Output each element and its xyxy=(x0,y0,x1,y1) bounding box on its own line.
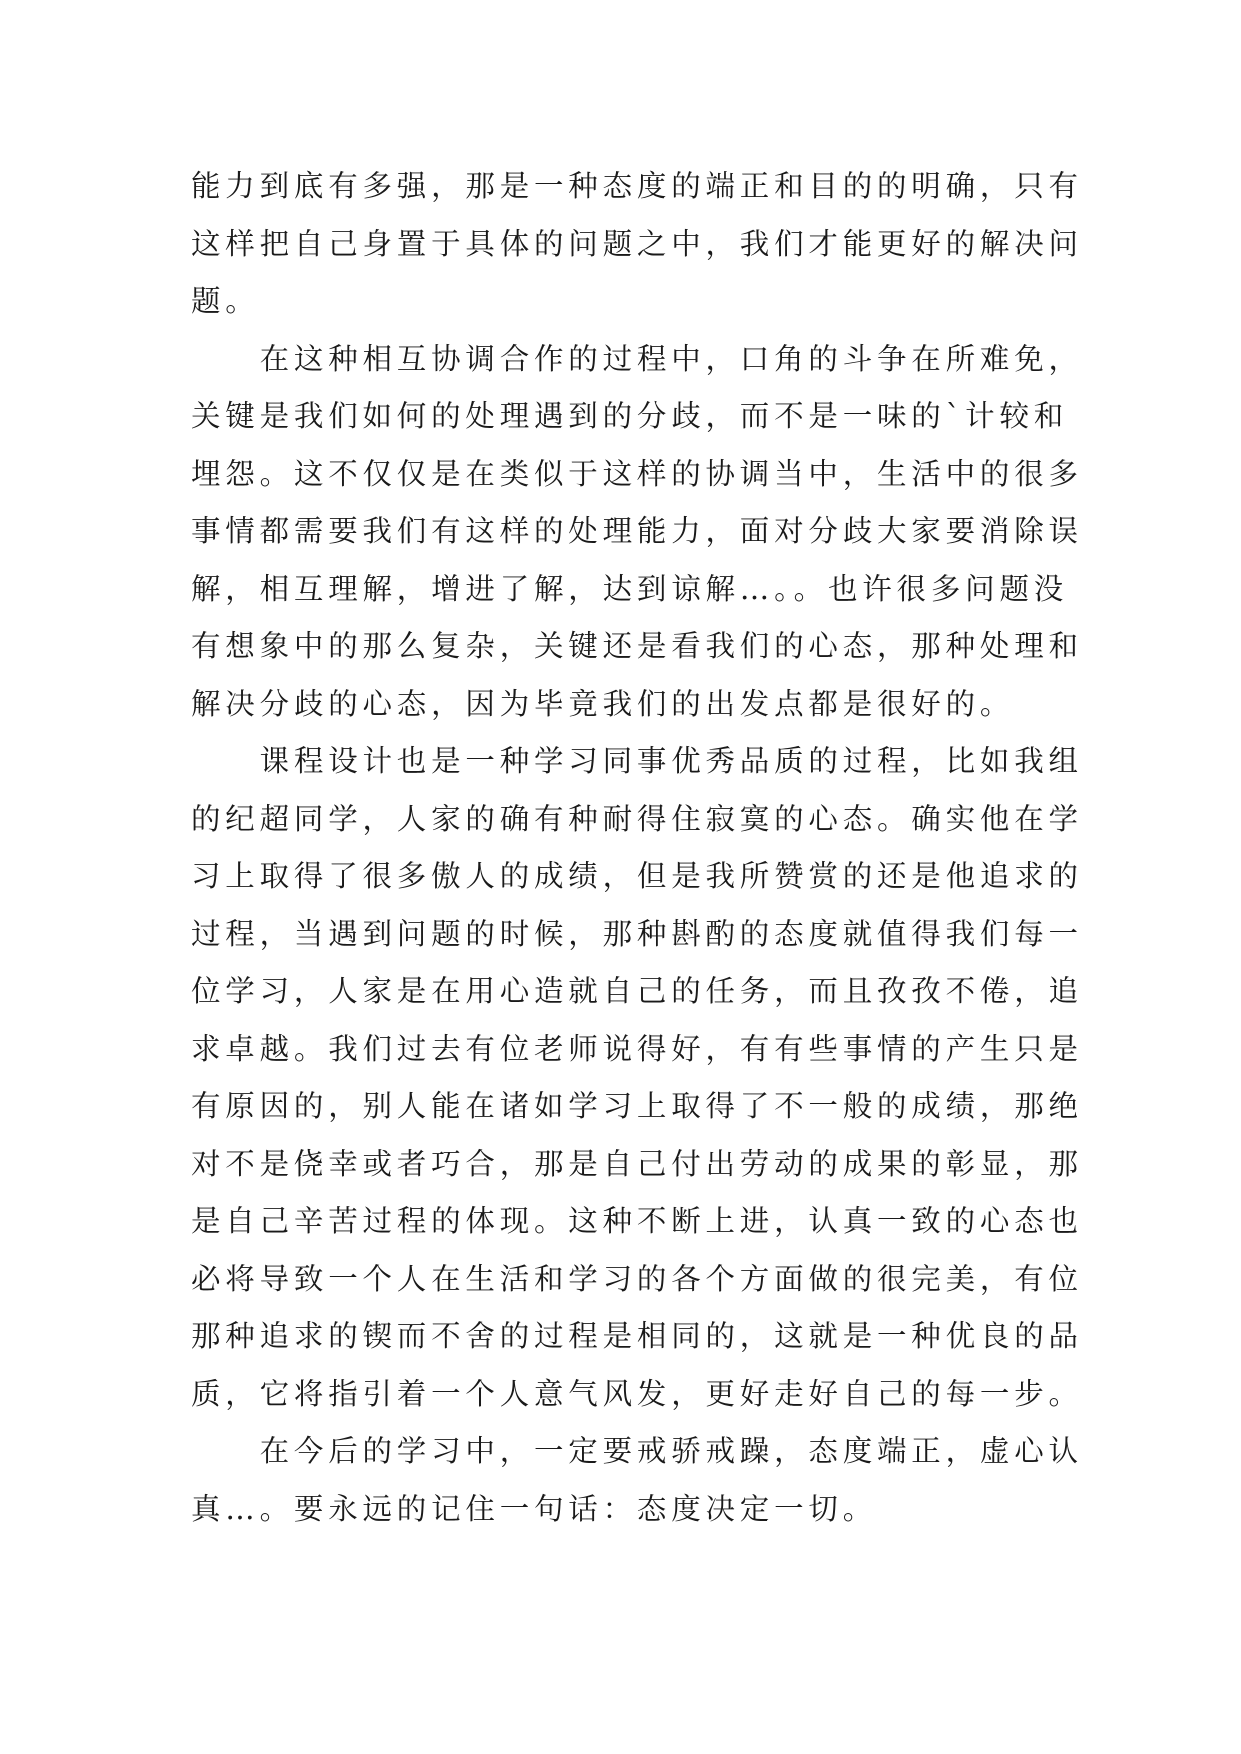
text-line: 习上取得了很多傲人的成绩，但是我所赞赏的还是他追求的 xyxy=(191,859,1083,893)
text-line: 那种追求的锲而不舍的过程是相同的，这就是一种优良的品 xyxy=(191,1319,1083,1353)
text-line: 的纪超同学，人家的确有种耐得住寂寞的心态。确实他在学 xyxy=(191,801,1083,836)
text-line: 关键是我们如何的处理遇到的分歧，而不是一味的`计较和 xyxy=(191,399,1069,433)
text-line: 过程，当遇到问题的时候，那种斟酌的态度就值得我们每一 xyxy=(191,916,1083,951)
text-line: 能力到底有多强，那是一种态度的端正和目的的明确，只有 xyxy=(191,169,1083,203)
text-line: 在这种相互协调合作的过程中，口角的斗争在所难免， xyxy=(191,341,1083,376)
text-line: 真…。要永远的记住一句话：态度决定一切。 xyxy=(191,1491,877,1526)
text-line: 求卓越。我们过去有位老师说得好，有有些事情的产生只是 xyxy=(191,1031,1083,1066)
body-text xyxy=(191,158,1083,1538)
text-line: 事情都需要我们有这样的处理能力，面对分歧大家要消除误 xyxy=(191,514,1083,548)
text-line: 题。 xyxy=(191,284,260,318)
text-line: 必将导致一个人在生活和学习的各个方面做的很完美，有位 xyxy=(191,1261,1083,1296)
text-line: 有原因的，别人能在诸如学习上取得了不一般的成绩，那绝 xyxy=(191,1089,1083,1123)
text-line: 解，相互理解，增进了解，达到谅解…。。也许很多问题没 xyxy=(191,571,1069,606)
text-line: 质，它将指引着一个人意气风发，更好走好自己的每一步。 xyxy=(191,1376,1083,1411)
text-line: 在今后的学习中，一定要戒骄戒躁，态度端正，虚心认 xyxy=(191,1434,1083,1468)
text-line: 解决分歧的心态，因为毕竟我们的出发点都是很好的。 xyxy=(191,686,1015,721)
text-line: 是自己辛苦过程的体现。这种不断上进，认真一致的心态也 xyxy=(191,1204,1083,1238)
text-line: 位学习，人家是在用心造就自己的任务，而且孜孜不倦，追 xyxy=(191,974,1083,1008)
text-line: 埋怨。这不仅仅是在类似于这样的协调当中，生活中的很多 xyxy=(191,456,1083,491)
text-line: 这样把自己身置于具体的问题之中，我们才能更好的解决问 xyxy=(191,226,1083,261)
text-line: 对不是侥幸或者巧合，那是自己付出劳动的成果的彰显，那 xyxy=(191,1146,1083,1181)
text-line: 课程设计也是一种学习同事优秀品质的过程，比如我组 xyxy=(191,744,1083,778)
text-line: 有想象中的那么复杂，关键还是看我们的心态，那种处理和 xyxy=(191,629,1083,663)
